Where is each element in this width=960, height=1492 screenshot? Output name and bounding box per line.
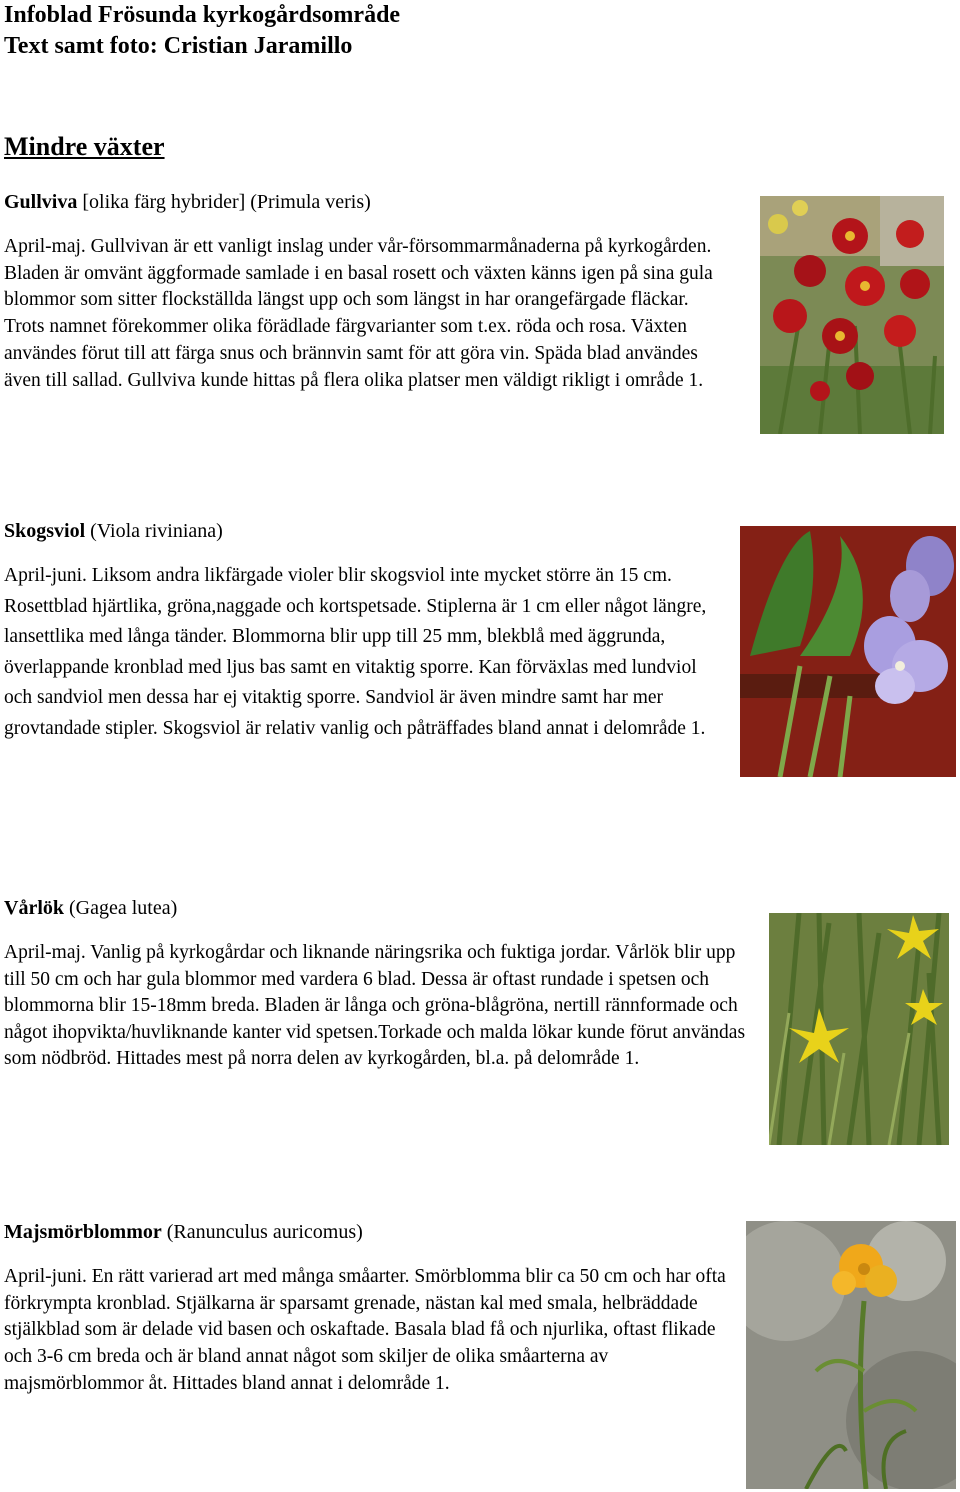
plant-latin-name: [olika färg hybrider] (Primula veris) <box>77 191 371 213</box>
plant-latin-name: (Ranunculus auricomus) <box>161 1221 363 1243</box>
plant-entry-skogsviol <box>4 517 726 745</box>
plant-name: Majsmörblommor <box>4 1221 162 1243</box>
primula-photo <box>760 196 944 434</box>
plant-entry-gullviva <box>4 188 732 394</box>
document-credit: Text samt foto: Cristian Jaramillo <box>4 33 353 59</box>
plant-latin-name: (Viola riviniana) <box>85 520 223 542</box>
plant-latin-name: (Gagea lutea) <box>64 897 178 919</box>
plant-description: April-juni. En rätt varierad art med många småarter. Smörblomma blir ca 50 cm och har ofta förkrympta kronblad. Stjälkarna är sparsamt grenade, nästan kal med smala, helbräddade stjälkblad som är delade vid basen och oskaftade. Basala blad få och njurlika, oftast flikade och 3-6 cm breda och är bland annat något som skiljer de olika småarterna av majsmörblommor åt. Hittades bland annat i delområde 1. <box>4 1266 726 1394</box>
section-title: Mindre växter <box>4 132 165 161</box>
plant-name: Skogsviol <box>4 520 86 542</box>
document-header <box>4 0 400 62</box>
plant-title <box>4 1218 739 1246</box>
plant-description: April-juni. Liksom andra likfärgade violer blir skogsviol inte mycket större än 15 cm. Rosettblad hjärtlika, gröna,naggade och kortspetsade. Stiplerna är 1 cm eller något längre, lansettlika med långa tänder. Blommorna blir upp till 25 mm, blekblå med äggrunda, överlappande kronblad med ljus bas samt en vitaktig sporre. Kan förväxlas med lundviol och sandviol men dessa har ej vitaktig sporre. Sandviol är även mindre samt har mer grovtandade stipler. Skogsviol är relativ vanlig och påträffades bland annat i delområde 1. <box>4 565 707 739</box>
plant-title <box>4 188 732 216</box>
plant-name: Gullviva <box>4 191 78 213</box>
ranunculus-photo <box>746 1221 956 1489</box>
plant-description: April-maj. Vanlig på kyrkogårdar och liknande näringsrika och fuktiga jordar. Vårlök blir upp till 50 cm och har gula blommor med vardera 6 blad. Dessa är oftast rundade i spetsen och blommorna blir 15-18mm breda. Bladen är långa och gröna-blågröna, nertill rännformade och något ihopvikta/huvliknande kanter vid spetsen.Torkade och malda lökar kunde förut användas som nödbröd. Hittades mest på norra delen av kyrkogården, bl.a. på delområde 1. <box>4 942 746 1070</box>
plant-description: April-maj. Gullvivan är ett vanligt inslag under vår-försommarmånaderna på kyrkogården. Bladen är omvänt äggformade samlade i en basal rosett och växten känns igen på sina gula blommor som sitter flockställda längst upp och som längst in har orangefärgade fläckar. Trots namnet förekommer olika förädlade färgvarianter som t.ex. röda och rosa. Växten användes förut till att färga snus och brännvin samt för att göra vin. Späda blad användes även till sallad. Gullviva kunde hittas på flera olika platser men väldigt rikligt i område 1. <box>4 236 713 391</box>
gagea-photo <box>769 913 949 1145</box>
plant-entry-varlok <box>4 894 754 1073</box>
viola-photo <box>740 526 956 777</box>
document-title: Infoblad Frösunda kyrkogårdsområde <box>4 2 401 28</box>
plant-entry-majsmorblommor <box>4 1218 739 1398</box>
plant-title <box>4 894 754 922</box>
plant-title <box>4 517 726 545</box>
plant-name: Vårlök <box>4 897 64 919</box>
